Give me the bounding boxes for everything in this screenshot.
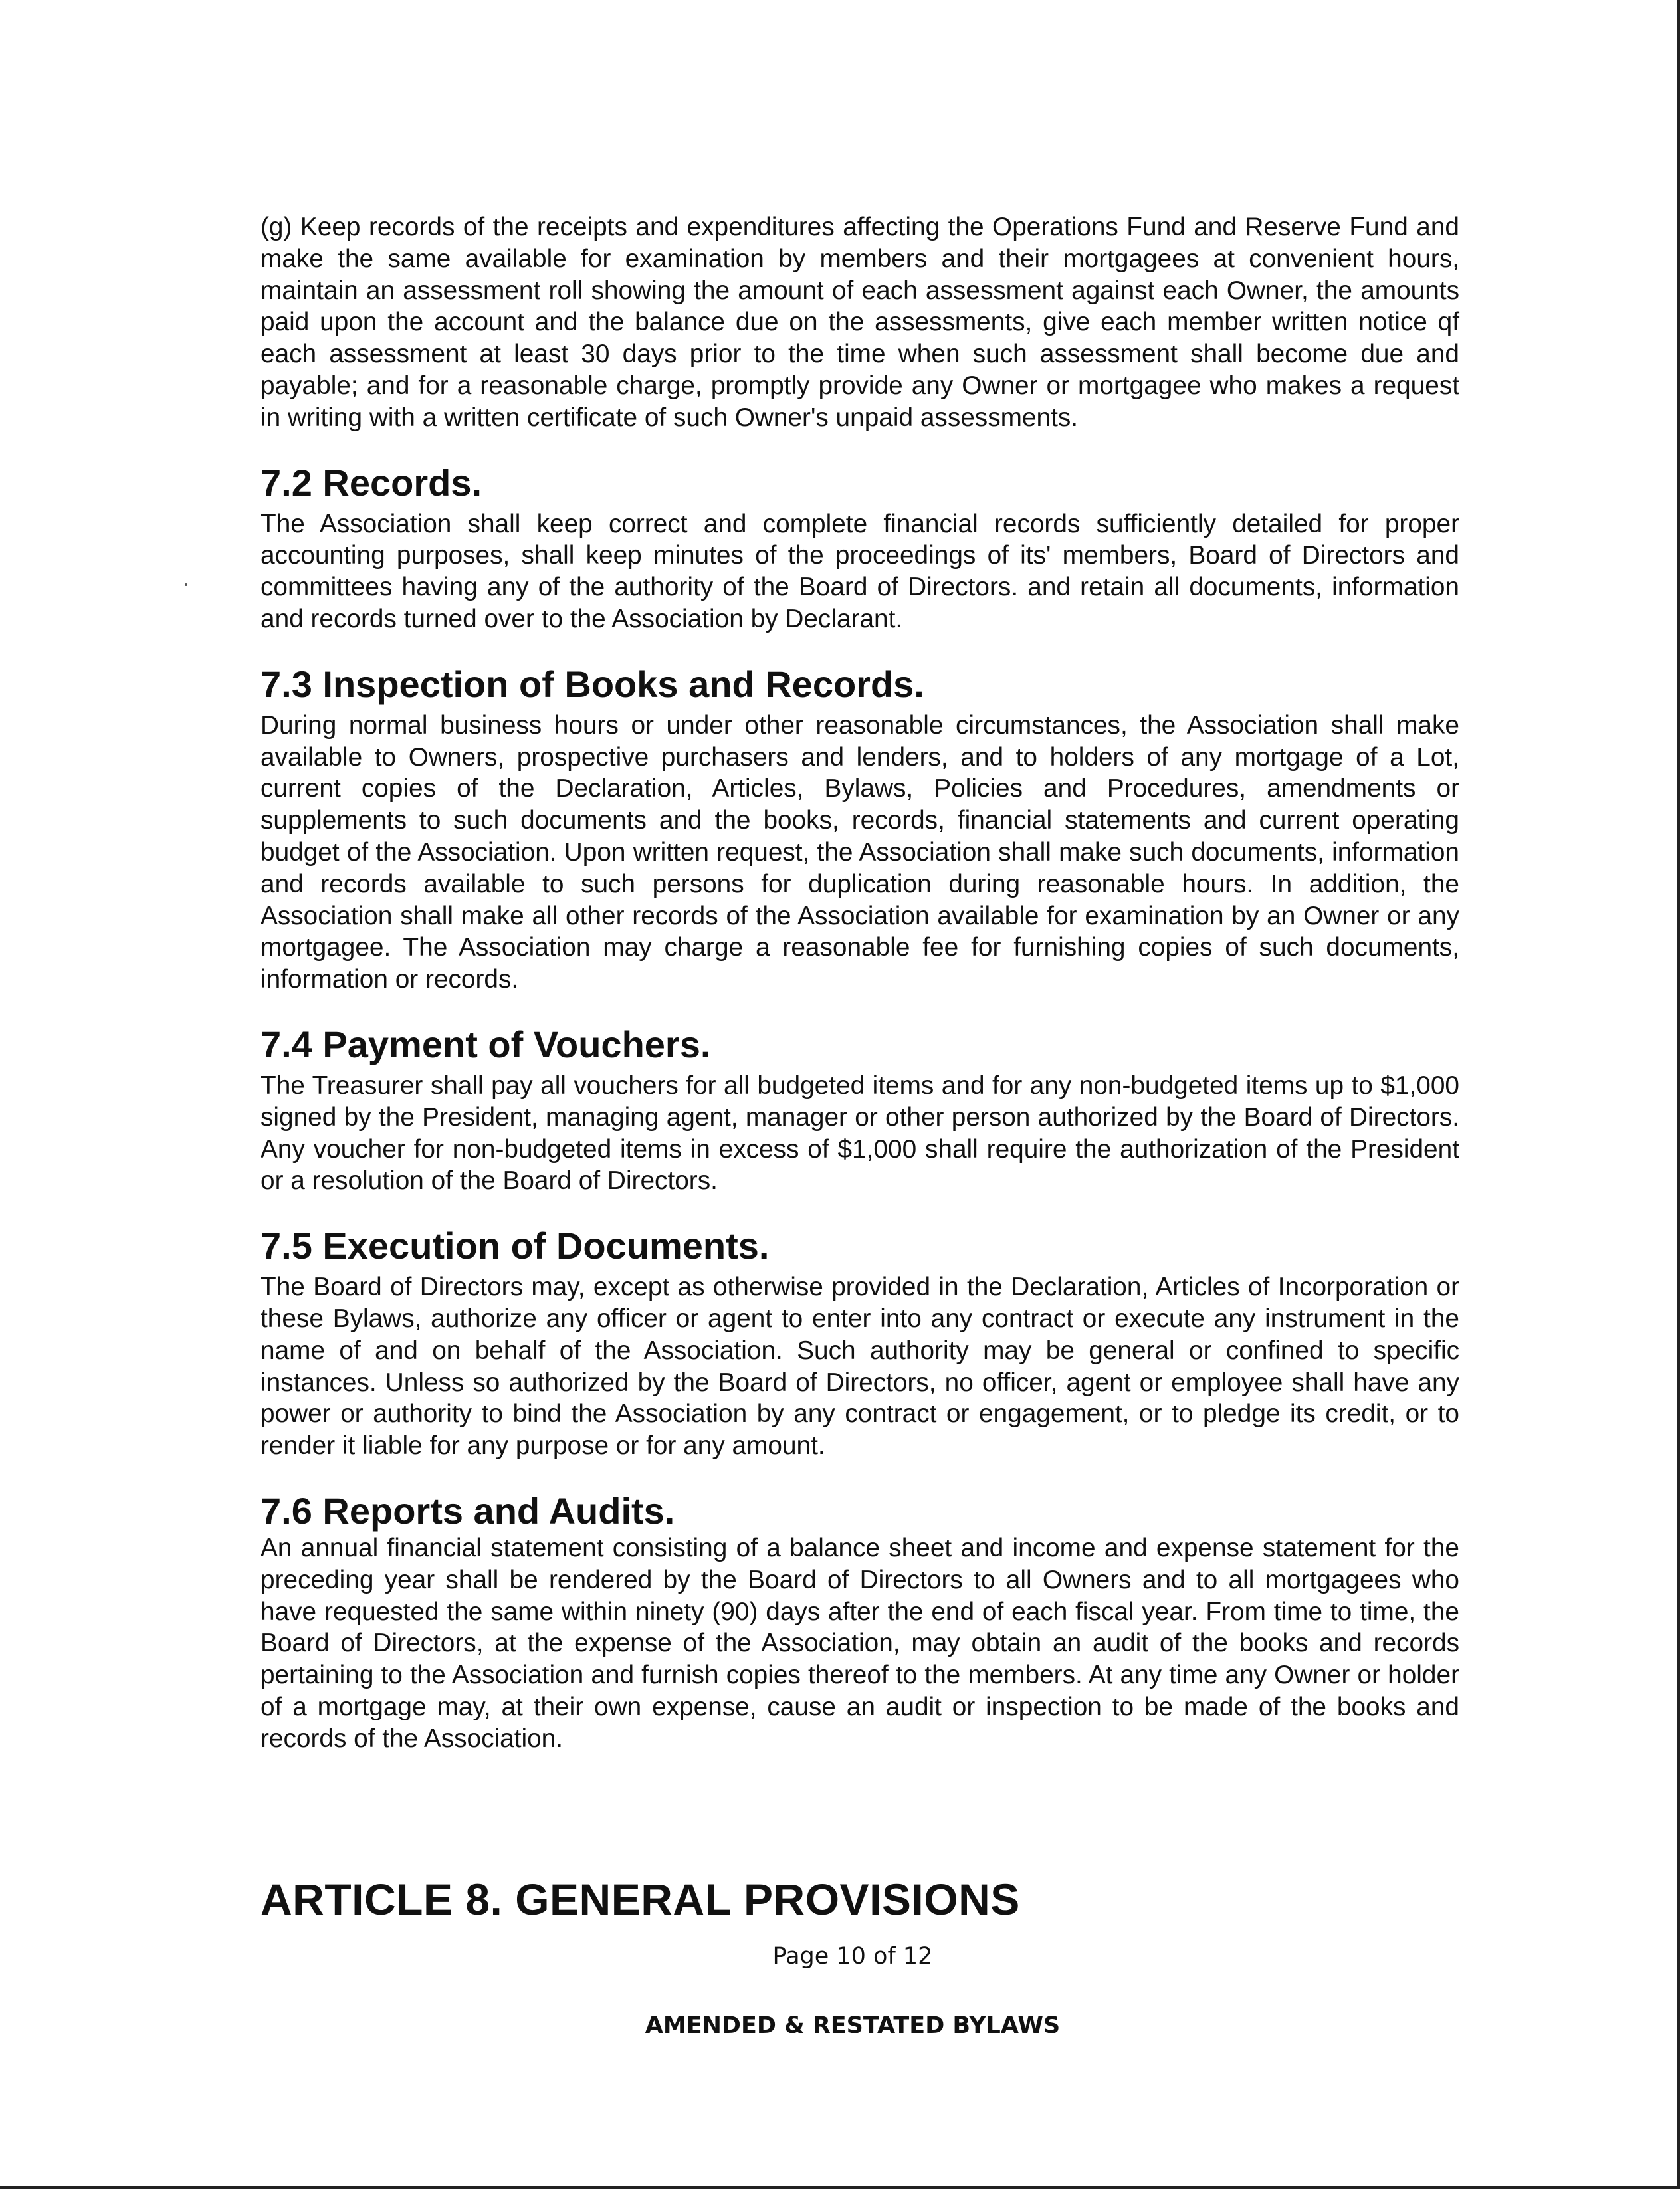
section-7-2-heading: 7.2 Records. <box>261 461 482 504</box>
section-7-5-body: The Board of Directors may, except as otherwise provided in the Declaration, Articles of Incorporation or these Bylaws, authorize any officer or agent to enter into any contract or execute any instrument in the name of and on behalf of the Association. Such authority may be general or confined to specific instances. Unless so authorized by the Board of Directors, no officer, agent or employee shall have any power or authority to bind the Association by any contract or engagement, or to pledge its credit, or to render it liable for any purpose or for any amount. <box>261 1273 1459 1461</box>
section-g-body: (g) Keep records of the receipts and expenditures affecting the Operations Fund and Reserve Fund and make the same available for examination by members and their mortgagees at convenient hours, maintain an assessment roll showing the amount of each assessment against each Owner, the amounts paid upon the account and the balance due on the assessments, give each member written notice qf each assessment at least 30 days prior to the time when such assessment shall become due and payable; and for a reasonable charge, promptly provide any Owner or mortgagee who makes a request in writing with a written certificate of such Owner's unpaid assessments. <box>261 213 1459 432</box>
section-7-3-body: During normal business hours or under other reasonable circumstances, the Association shall make available to Owners, prospective purchasers and lenders, and to holders of any mortgage of a Lot, current copies of the Declaration, Articles, Bylaws, Policies and Procedures, amendments or supplements to such documents and the books, records, financial statements and current operating budget of the Association. Upon written request, the Association shall make such documents, information and records available to such persons for duplication during reasonable hours. In addition, the Association shall make all other records of the Association available for examination by an Owner or any mortgagee. The Association may charge a reasonable fee for furnishing copies of such documents, information or records. <box>261 710 1459 994</box>
article-8-heading: ARTICLE 8. GENERAL PROVISIONS <box>261 1875 1020 1924</box>
section-7-4-body: The Treasurer shall pay all vouchers for all budgeted items and for any non-budgeted items up to $1,000 signed by the President, managing agent, manager or other person authorized by the Board of Directors. Any voucher for non-budgeted items in excess of $1,000 shall require the authorization of the President or a resolution of the Board of Directors. <box>261 1071 1459 1196</box>
section-7-4-heading: 7.4 Payment of Vouchers. <box>261 1023 711 1065</box>
section-7-6-heading: 7.6 Reports and Audits. <box>261 1489 675 1532</box>
section-7-6-body: An annual financial statement consisting of a balance sheet and income and expense statement for the preceding year shall be rendered by the Board of Directors to all Owners and to all mortgagees who have requested the same within ninety (90) days after the end of each fiscal year. From time to time, the Board of Directors, at the expense of the Association, may obtain an audit of the books and records pertaining to the Association and furnish copies thereof to the members. At any time any Owner or holder of a mortgage may, at their own expense, cause an audit or inspection to be made of the books and records of the Association. <box>261 1533 1459 1753</box>
section-7-2-body: The Association shall keep correct and complete financial records sufficiently detailed for proper accounting purposes, shall keep minutes of the proceedings of its' members, Board of Directors and committees having any of the authority of the Board of Directors. and retain all documents, information and records turned over to the Association by Declarant. <box>261 509 1459 633</box>
section-7-5-heading: 7.5 Execution of Documents. <box>261 1225 770 1267</box>
footer-page-number: Page 10 of 12 <box>772 1943 933 1970</box>
document-body <box>261 211 1459 1754</box>
footer-document-title: AMENDED & RESTATED BYLAWS <box>645 2012 1061 2039</box>
section-7-3-heading: 7.3 Inspection of Books and Records. <box>261 663 924 705</box>
scan-speck <box>185 583 187 586</box>
